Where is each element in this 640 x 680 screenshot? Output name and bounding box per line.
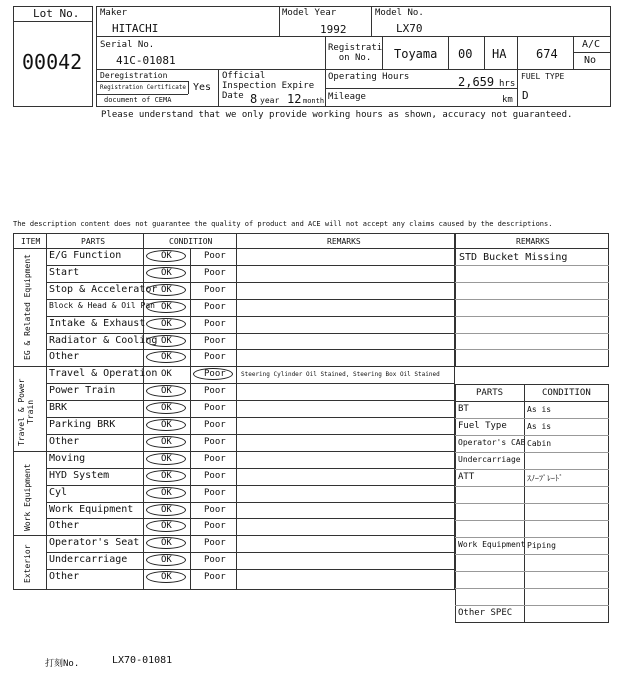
- poor-option: Poor: [204, 336, 226, 346]
- poor-option: Poor: [204, 386, 226, 396]
- poor-option: Poor: [204, 572, 226, 582]
- row-divider: [46, 502, 455, 503]
- poor-option: Poor: [204, 302, 226, 312]
- remarks-ruled-line: [455, 316, 609, 317]
- selected-condition-mark: [146, 318, 186, 330]
- right-part-condition: As is: [527, 422, 552, 431]
- right-part-name: Fuel Type: [458, 421, 507, 431]
- selected-condition-mark: [146, 267, 186, 279]
- deregistration-label: Deregistration: [100, 71, 168, 80]
- fuel-type-label: FUEL TYPE: [521, 72, 565, 81]
- poor-option: Poor: [204, 555, 226, 565]
- poor-option: Poor: [204, 437, 226, 447]
- right-remarks-first-line: STD Bucket Missing: [459, 252, 568, 263]
- registration-certificate-label: Registration Certificate: [100, 84, 186, 91]
- poor-option: Poor: [204, 488, 226, 498]
- row-divider: [46, 349, 455, 350]
- row-remark: Steering Cylinder Oil Stained, Steering Box Oil Stained: [241, 371, 440, 378]
- part-name: Radiator & Cooling: [49, 335, 158, 346]
- fuel-type-value: D: [522, 89, 529, 102]
- ok-option: OK: [161, 538, 172, 548]
- group-travel-power: Travel & Power Train: [17, 378, 35, 446]
- right-part-condition: Cabin: [527, 439, 552, 448]
- part-name: BRK: [49, 402, 68, 413]
- row-divider: [46, 468, 455, 469]
- ok-option: OK: [161, 572, 172, 582]
- poor-option: Poor: [204, 268, 226, 278]
- registration-code2: HA: [492, 47, 507, 61]
- part-name: Other: [49, 520, 80, 531]
- ok-option: OK: [161, 521, 172, 531]
- part-name: HYD System: [49, 470, 110, 481]
- selected-condition-mark: [146, 419, 186, 431]
- remarks-ruled-line: [455, 265, 609, 266]
- ok-option: OK: [161, 336, 172, 346]
- part-name: Other: [49, 571, 80, 582]
- mileage-label: Mileage: [328, 92, 366, 102]
- right-parts-divider: [455, 469, 609, 470]
- selected-condition-mark: [146, 335, 186, 347]
- part-name: Stop & Accelerator: [49, 284, 158, 295]
- inspection-year: 8: [250, 92, 258, 106]
- hours-unit: hrs: [499, 79, 516, 89]
- poor-option: Poor: [204, 521, 226, 531]
- month-unit: month: [303, 97, 325, 105]
- stamp-label: 打刻No.: [45, 659, 80, 669]
- ok-option: OK: [161, 488, 172, 498]
- row-divider: [13, 366, 455, 367]
- selected-condition-mark: [146, 453, 186, 465]
- selected-condition-mark: [146, 520, 186, 532]
- remarks-ruled-line: [455, 333, 609, 334]
- right-parts-divider: [455, 452, 609, 453]
- inspection-month: 12: [287, 92, 302, 106]
- inspection-label: Official Inspection Expire Date: [222, 71, 315, 101]
- part-name: Other: [49, 351, 80, 362]
- ok-option: OK: [161, 555, 172, 565]
- part-name: Moving: [49, 453, 86, 464]
- part-name: Parking BRK: [49, 419, 116, 430]
- row-divider: [46, 282, 455, 283]
- row-divider: [46, 316, 455, 317]
- operating-hours-label: Operating Hours: [328, 72, 410, 82]
- right-parts-header: PARTS: [476, 388, 504, 398]
- selected-condition-mark: [146, 301, 186, 313]
- selected-condition-mark: [146, 504, 186, 516]
- remarks-ruled-line: [455, 282, 609, 283]
- ok-option: OK: [161, 386, 172, 396]
- ok-option: OK: [161, 505, 172, 515]
- row-divider: [46, 434, 455, 435]
- selected-condition-mark: [146, 385, 186, 397]
- serial-label: Serial No.: [100, 40, 155, 50]
- row-divider: [46, 265, 455, 266]
- poor-option: Poor: [204, 454, 226, 464]
- right-parts-divider: [455, 486, 609, 487]
- km-unit: km: [502, 95, 513, 105]
- part-name: Undercarriage: [49, 554, 128, 565]
- poor-option: Poor: [204, 471, 226, 481]
- row-divider: [46, 518, 455, 519]
- lot-label: Lot No.: [33, 7, 80, 20]
- ok-option: OK: [161, 319, 172, 329]
- part-name: Block & Head & Oil Pan: [49, 301, 155, 310]
- ok-option: OK: [161, 285, 172, 295]
- poor-option: Poor: [204, 251, 226, 261]
- selected-condition-mark: [146, 470, 186, 482]
- row-divider: [46, 569, 455, 570]
- registration-label: Registrati on No.: [328, 43, 383, 63]
- right-part-name: Other SPEC: [458, 608, 513, 618]
- year-unit: year: [260, 96, 280, 105]
- row-divider: [46, 552, 455, 553]
- selected-condition-mark: [146, 537, 186, 549]
- row-divider: [46, 299, 455, 300]
- part-name: Intake & Exhaust: [49, 318, 146, 329]
- selected-condition-mark: [146, 402, 186, 414]
- right-part-name: Operator's CAB: [458, 438, 526, 447]
- right-parts-divider: [455, 554, 609, 555]
- right-parts-divider: [455, 503, 609, 504]
- group-work-equipment: Work Equipment: [23, 463, 32, 531]
- row-divider: [13, 535, 455, 536]
- poor-option: Poor: [204, 505, 226, 515]
- model-no-value: LX70: [396, 22, 423, 35]
- right-parts-divider: [455, 537, 609, 538]
- row-divider: [13, 451, 455, 452]
- ok-option: OK: [161, 403, 172, 413]
- right-parts-divider: [455, 605, 609, 606]
- maker-value: HITACHI: [112, 22, 159, 35]
- cema-document-label: document of CEMA: [104, 96, 172, 104]
- registration-code1: 00: [458, 47, 473, 61]
- row-divider: [46, 383, 455, 384]
- row-divider: [46, 400, 455, 401]
- selected-condition-mark: [146, 436, 186, 448]
- disclaimer: The description content does not guarantee the quality of product and ACE will not accept any claims caused by the descriptions.: [13, 220, 553, 228]
- model-no-label: Model No.: [375, 8, 424, 18]
- poor-option: Poor: [204, 369, 226, 379]
- part-name: Work Equipment: [49, 504, 134, 515]
- right-part-name: Work Equipment: [458, 540, 526, 549]
- deregistration-value: Yes: [193, 82, 212, 93]
- right-parts-divider: [455, 571, 609, 572]
- group-exterior: Exterior: [23, 544, 32, 584]
- selected-condition-mark: [146, 571, 186, 583]
- poor-option: Poor: [204, 319, 226, 329]
- poor-option: Poor: [204, 285, 226, 295]
- ok-option: OK: [161, 302, 172, 312]
- model-year-label: Model Year: [282, 8, 337, 18]
- row-divider: [46, 333, 455, 334]
- right-part-condition: ｽﾉｰﾌﾟﾚｰﾄﾞ: [527, 474, 563, 483]
- part-name: Start: [49, 267, 80, 278]
- poor-option: Poor: [204, 420, 226, 430]
- model-year-value: 1992: [320, 23, 347, 36]
- parts-header: PARTS: [81, 237, 106, 246]
- right-part-name: Undercarriage: [458, 455, 521, 464]
- part-name: Power Train: [49, 385, 116, 396]
- remarks-ruled-line: [455, 299, 609, 300]
- ok-option: OK: [161, 437, 172, 447]
- right-part-name: BT: [458, 404, 469, 414]
- selected-condition-mark: [146, 284, 186, 296]
- right-remarks-header: REMARKS: [516, 237, 550, 246]
- remarks-ruled-line: [455, 349, 609, 350]
- right-condition-header: CONDITION: [542, 388, 591, 398]
- row-divider: [46, 417, 455, 418]
- item-header: ITEM: [21, 237, 41, 246]
- ok-option: OK: [161, 352, 172, 362]
- right-parts-divider: [455, 435, 609, 436]
- right-parts-header-divider: [455, 401, 609, 402]
- ok-option: OK: [161, 420, 172, 430]
- poor-option: Poor: [204, 403, 226, 413]
- remarks-header: REMARKS: [327, 237, 361, 246]
- selected-condition-mark: [146, 351, 186, 363]
- selected-condition-mark: [146, 250, 186, 262]
- selected-condition-mark: [146, 487, 186, 499]
- part-name: Travel & Operation: [49, 368, 158, 379]
- registration-place: Toyama: [394, 47, 438, 61]
- ok-option: OK: [161, 369, 172, 379]
- poor-option: Poor: [204, 538, 226, 548]
- maker-label: Maker: [100, 8, 128, 18]
- ok-option: OK: [161, 268, 172, 278]
- selected-condition-mark: [146, 554, 186, 566]
- selected-condition-mark: [193, 368, 233, 380]
- right-part-name: ATT: [458, 472, 475, 482]
- ok-option: OK: [161, 454, 172, 464]
- operating-hours-value: 2,659: [458, 75, 495, 89]
- ac-label: A/C: [582, 39, 601, 50]
- poor-option: Poor: [204, 352, 226, 362]
- condition-header: CONDITION: [169, 237, 213, 246]
- group-eg-related: EG & Related Equipment: [23, 254, 32, 360]
- part-name: Operator's Seat: [49, 537, 140, 548]
- lot-number: 00042: [22, 50, 83, 74]
- working-hours-notice: Please understand that we only provide working hours as shown, accuracy not guaranteed.: [101, 110, 573, 120]
- right-parts-divider: [455, 418, 609, 419]
- part-name: E/G Function: [49, 250, 122, 261]
- row-divider: [46, 485, 455, 486]
- part-name: Cyl: [49, 487, 68, 498]
- ok-option: OK: [161, 251, 172, 261]
- serial-value: 41C-01081: [116, 54, 176, 67]
- part-name: Other: [49, 436, 80, 447]
- ac-value: No: [584, 55, 597, 66]
- ok-option: OK: [161, 471, 172, 481]
- registration-number: 674: [536, 47, 558, 61]
- right-part-condition: As is: [527, 405, 552, 414]
- stamp-value: LX70-01081: [112, 655, 173, 666]
- right-parts-divider: [455, 520, 609, 521]
- right-part-condition: Piping: [527, 541, 556, 550]
- right-parts-divider: [455, 588, 609, 589]
